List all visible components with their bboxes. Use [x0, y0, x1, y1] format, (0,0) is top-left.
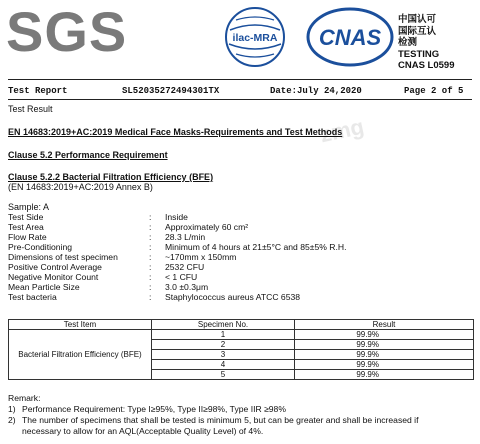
specimen-no: 3 — [152, 350, 295, 360]
result-value: 99.9% — [295, 360, 474, 370]
results-table — [8, 319, 474, 380]
param-label: Pre-Conditioning — [8, 242, 73, 252]
param-label: Negative Monitor Count — [8, 272, 99, 282]
report-date: Date:July 24,2020 — [270, 86, 362, 96]
param-separator: : — [149, 222, 152, 232]
param-separator: : — [149, 252, 152, 262]
result-value: 99.9% — [295, 350, 474, 360]
param-value: Staphylococcus aureus ATCC 6538 — [165, 292, 301, 302]
param-label: Flow Rate — [8, 232, 47, 242]
remark-text-3: necessary to allow for an AQL(Acceptable Quality Level) of 4%. — [22, 426, 264, 436]
report-number: SL52035272494301TX — [122, 86, 220, 96]
watermark: zmg — [317, 113, 367, 148]
param-separator: : — [149, 272, 152, 282]
bottom-rule — [8, 99, 472, 100]
ilac-mra-logo — [224, 6, 286, 68]
sgs-logo: SGS — [6, 0, 128, 63]
header-result: Result — [295, 320, 474, 330]
param-label: Test Area — [8, 222, 44, 232]
remark-text-1: Performance Requirement: Type I≥95%, Type II≥98%, Type IIR ≥98% — [22, 404, 286, 414]
specimen-no: 5 — [152, 370, 295, 380]
test-result-heading: Test Result — [8, 104, 53, 114]
specimen-no: 4 — [152, 360, 295, 370]
cnas-accreditation-text — [398, 14, 455, 72]
clause-5-2-heading: Clause 5.2 Performance Requirement — [8, 150, 168, 160]
param-value: Approximately 60 cm² — [165, 222, 249, 232]
standard-title: EN 14683:2019+AC:2019 Medical Face Masks-Requirements and Test Methods — [8, 127, 343, 137]
param-value: Inside — [165, 212, 188, 222]
page-number: Page 2 of 5 — [404, 86, 464, 96]
remark-num-2: 2) — [8, 415, 16, 425]
param-separator: : — [149, 282, 152, 292]
param-separator: : — [149, 292, 152, 302]
cnas-line-1: 中国认可 — [398, 14, 437, 25]
param-value: 28.3 L/min — [165, 232, 206, 242]
param-label: Positive Control Average — [8, 262, 102, 272]
param-value: < 1 CFU — [165, 272, 198, 282]
param-label: Dimensions of test specimen — [8, 252, 118, 262]
param-label: Mean Particle Size — [8, 282, 80, 292]
report-label: Test Report — [8, 86, 68, 96]
result-value: 99.9% — [295, 330, 474, 340]
cnas-logo — [306, 6, 394, 68]
sample-label: Sample: A — [8, 202, 50, 212]
header-test-item: Test Item — [9, 320, 152, 330]
clause-annex: (EN 14683:2019+AC:2019 Annex B) — [8, 182, 153, 192]
param-value: ~170mm x 150mm — [165, 252, 237, 262]
specimen-no: 1 — [152, 330, 295, 340]
ilac-label: ilac-MRA — [232, 32, 278, 44]
param-label: Test Side — [8, 212, 44, 222]
cnas-label: CNAS — [318, 25, 382, 50]
specimen-no: 2 — [152, 340, 295, 350]
cnas-line-2: 国际互认 — [398, 25, 437, 37]
result-value: 99.9% — [295, 340, 474, 350]
param-value: Minimum of 4 hours at 21±5°C and 85±5% R.H. — [165, 242, 347, 252]
remark-title: Remark: — [8, 393, 41, 403]
cnas-line-3: 检测 — [398, 37, 418, 48]
test-item-cell: Bacterial Filtration Efficiency (BFE) — [9, 330, 152, 380]
table-header-row — [9, 320, 474, 330]
cnas-line-4: TESTING — [398, 48, 440, 60]
clause-5-2-2-heading: Clause 5.2.2 Bacterial Filtration Efficiency (BFE) — [8, 172, 214, 182]
param-separator: : — [149, 242, 152, 252]
param-separator: : — [149, 262, 152, 272]
param-value: 3.0 ±0.3μm — [165, 282, 209, 292]
param-label: Test bacteria — [8, 292, 57, 302]
top-rule — [8, 79, 472, 80]
remark-text-2: The number of specimens that shall be tested is minimum 5, but can be greater and shall be increased if — [22, 415, 419, 425]
param-value: 2532 CFU — [165, 262, 205, 272]
result-value: 99.9% — [295, 370, 474, 380]
remark-num-1: 1) — [8, 404, 16, 414]
param-separator: : — [149, 232, 152, 242]
header-specimen-no: Specimen No. — [152, 320, 295, 330]
param-separator: : — [149, 212, 152, 222]
cnas-line-5: CNAS L0599 — [398, 60, 455, 71]
table-row — [9, 330, 474, 340]
